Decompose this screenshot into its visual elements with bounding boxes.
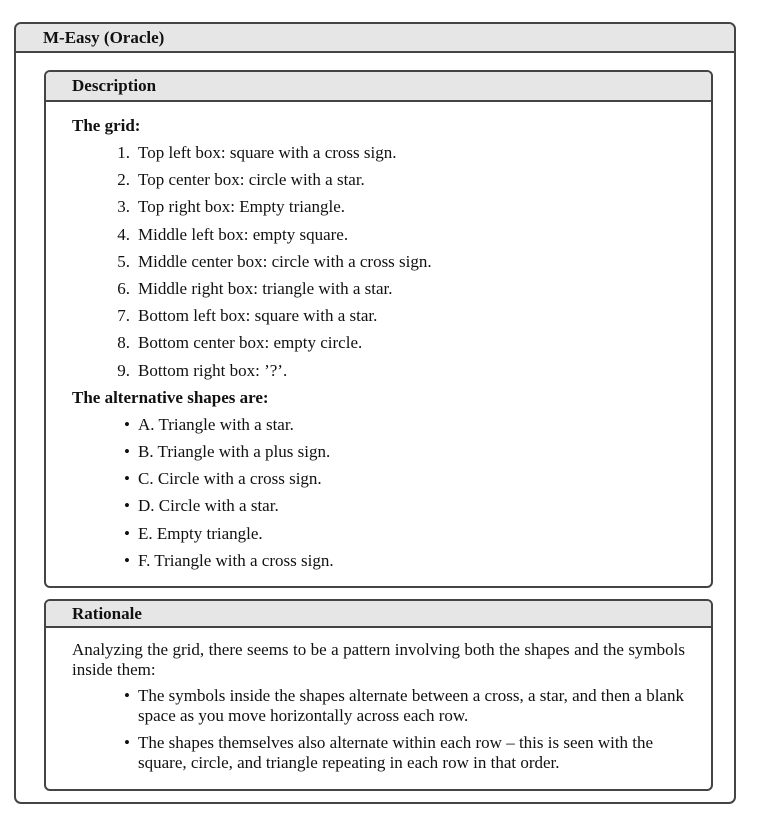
alternative-text: F. Triangle with a cross sign.	[138, 550, 334, 570]
rationale-body	[46, 628, 711, 773]
rationale-intro: Analyzing the grid, there seems to be a pattern involving both the shapes and the symbols inside them:	[72, 640, 685, 679]
item-number: 9.	[117, 360, 130, 380]
grid-item	[72, 357, 685, 384]
bullet-icon: •	[124, 686, 130, 705]
description-panel	[44, 70, 713, 588]
alternative-item	[72, 520, 685, 547]
rationale-point	[72, 733, 685, 773]
oracle-card	[14, 22, 736, 804]
description-header: Description	[46, 72, 711, 102]
grid-item	[72, 166, 685, 193]
alternative-text: E. Empty triangle.	[138, 523, 263, 543]
item-text: Top center box: circle with a star.	[138, 170, 365, 190]
alternative-text: D. Circle with a star.	[138, 496, 279, 516]
grid-item	[72, 221, 685, 248]
description-body	[46, 102, 711, 574]
bullet-icon: •	[124, 414, 130, 434]
item-text: Middle center box: circle with a cross sign.	[138, 251, 432, 271]
item-number: 6.	[117, 279, 130, 299]
grid-item	[72, 329, 685, 356]
rationale-header: Rationale	[46, 601, 711, 628]
card-title: M-Easy (Oracle)	[16, 24, 734, 53]
alternative-item	[72, 492, 685, 519]
alternative-item	[72, 438, 685, 465]
item-text: Bottom right box: ’?’.	[138, 360, 288, 380]
bullet-icon: •	[124, 733, 130, 752]
rationale-point	[72, 686, 685, 726]
item-text: Bottom left box: square with a star.	[138, 306, 378, 326]
bullet-icon: •	[124, 442, 130, 462]
rationale-points	[72, 686, 685, 773]
item-number: 4.	[117, 224, 130, 244]
bullet-icon: •	[124, 469, 130, 489]
item-text: Bottom center box: empty circle.	[138, 333, 363, 353]
alternatives-title: The alternative shapes are:	[72, 387, 269, 407]
grid-item	[72, 302, 685, 329]
rationale-point-text: The shapes themselves also alternate within each row – this is seen with the square, circle, and triangle repeating in each row in that order.	[138, 733, 654, 772]
item-number: 5.	[117, 251, 130, 271]
alternative-text: C. Circle with a cross sign.	[138, 469, 322, 489]
alternative-text: B. Triangle with a plus sign.	[138, 442, 331, 462]
item-number: 1.	[117, 143, 130, 162]
item-text: Middle right box: triangle with a star.	[138, 279, 393, 299]
rationale-panel	[44, 599, 713, 791]
bullet-icon: •	[124, 523, 130, 543]
item-number: 2.	[117, 170, 130, 190]
grid-item	[72, 139, 685, 166]
alternatives-list	[72, 411, 685, 574]
alternative-item	[72, 465, 685, 492]
item-number: 3.	[117, 197, 130, 217]
item-text: Top right box: Empty triangle.	[138, 197, 346, 217]
grid-item	[72, 193, 685, 220]
item-number: 8.	[117, 333, 130, 353]
item-text: Top left box: square with a cross sign.	[138, 143, 397, 162]
alternative-item	[72, 411, 685, 438]
bullet-icon: •	[124, 550, 130, 570]
grid-item	[72, 248, 685, 275]
item-text: Middle left box: empty square.	[138, 224, 349, 244]
bullet-icon: •	[124, 496, 130, 516]
grid-item	[72, 275, 685, 302]
item-number: 7.	[117, 306, 130, 326]
grid-list	[72, 139, 685, 384]
alternative-text: A. Triangle with a star.	[138, 414, 294, 434]
alternative-item	[72, 547, 685, 574]
grid-title: The grid:	[72, 116, 141, 135]
rationale-point-text: The symbols inside the shapes alternate between a cross, a star, and then a blank space as you move horizontally across each row.	[138, 686, 684, 725]
